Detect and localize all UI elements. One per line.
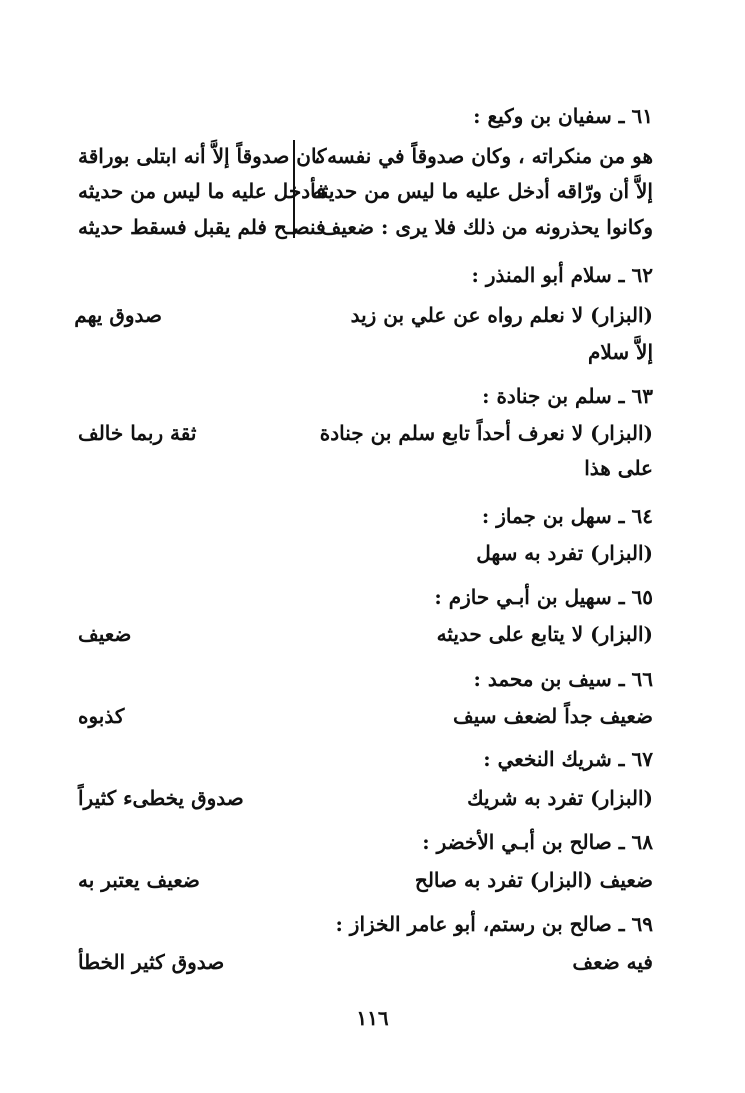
entry-63-text-2: على هذا (584, 456, 653, 480)
entry-64-text-1: (البزار) تفرد به سهل (476, 541, 653, 565)
entry-63-verdict: ثقة ربما خالف (78, 421, 197, 445)
entry-61-heading: ٦١ ـ سفيان بن وكيع : (473, 104, 653, 128)
entry-66-verdict: كذبوه (78, 704, 125, 728)
entry-68-verdict: ضعيف يعتبر به (78, 868, 200, 892)
entry-61-verdict-2: فأدخل عليه ما ليس من حديثه (78, 179, 326, 203)
entry-61-text-3: وكانوا يحذرونه من ذلك فلا يرى : ضعيف (320, 215, 653, 239)
entry-68-text-1: ضعيف (البزار) تفرد به صالح (414, 868, 653, 892)
entry-65-heading: ٦٥ ـ سهيل بن أبـي حازم : (434, 585, 653, 609)
entry-64-heading: ٦٤ ـ سهل بن جماز : (481, 504, 653, 528)
entry-61-text-2: إلاَّ أن ورّاقه أدخل عليه ما ليس من حديثه (312, 179, 653, 203)
entry-67-text-1: (البزار) تفرد به شريك (467, 786, 653, 810)
entry-62-heading: ٦٢ ـ سلام أبو المنذر : (471, 263, 653, 287)
entry-62-verdict: صدوق يهم (74, 303, 162, 327)
entry-66-heading: ٦٦ ـ سيف بن محمد : (473, 667, 653, 691)
entry-65-verdict: ضعيف (78, 622, 132, 646)
entry-62-text-2: إلاَّ سلام (588, 340, 653, 364)
entry-69-text-1: فيه ضعف (572, 950, 653, 974)
entry-61-verdict-1: كان صدوقاً إلاَّ أنه ابتلى بوراقة (78, 144, 327, 168)
entry-65-text-1: (البزار) لا يتابع على حديثه (436, 622, 653, 646)
page-number: ١١٦ (356, 1006, 389, 1030)
entry-67-verdict: صدوق يخطىء كثيراً (78, 786, 244, 810)
entry-69-heading: ٦٩ ـ صالح بن رستم، أبو عامر الخزاز : (335, 912, 653, 936)
entry-67-heading: ٦٧ ـ شريك النخعي : (483, 747, 653, 771)
entry-66-text-1: ضعيف جداً لضعف سيف (453, 704, 653, 728)
entry-61-verdict-3: فنصـح فلم يقبل فسقط حديثه (78, 215, 326, 239)
entry-69-verdict: صدوق كثير الخطأ (78, 950, 225, 974)
entry-62-text-1: (البزار) لا نعلم رواه عن علي بن زيد (350, 303, 653, 327)
entry-68-heading: ٦٨ ـ صالح بن أبـي الأخضر : (422, 830, 653, 854)
entry-61-text-1: هو من منكراته ، وكان صدوقاً في نفسه ، (313, 144, 653, 168)
entry-63-heading: ٦٣ ـ سلم بن جنادة : (482, 384, 653, 408)
entry-63-text-1: (البزار) لا نعرف أحداً تابع سلم بن جنادة (319, 421, 653, 445)
